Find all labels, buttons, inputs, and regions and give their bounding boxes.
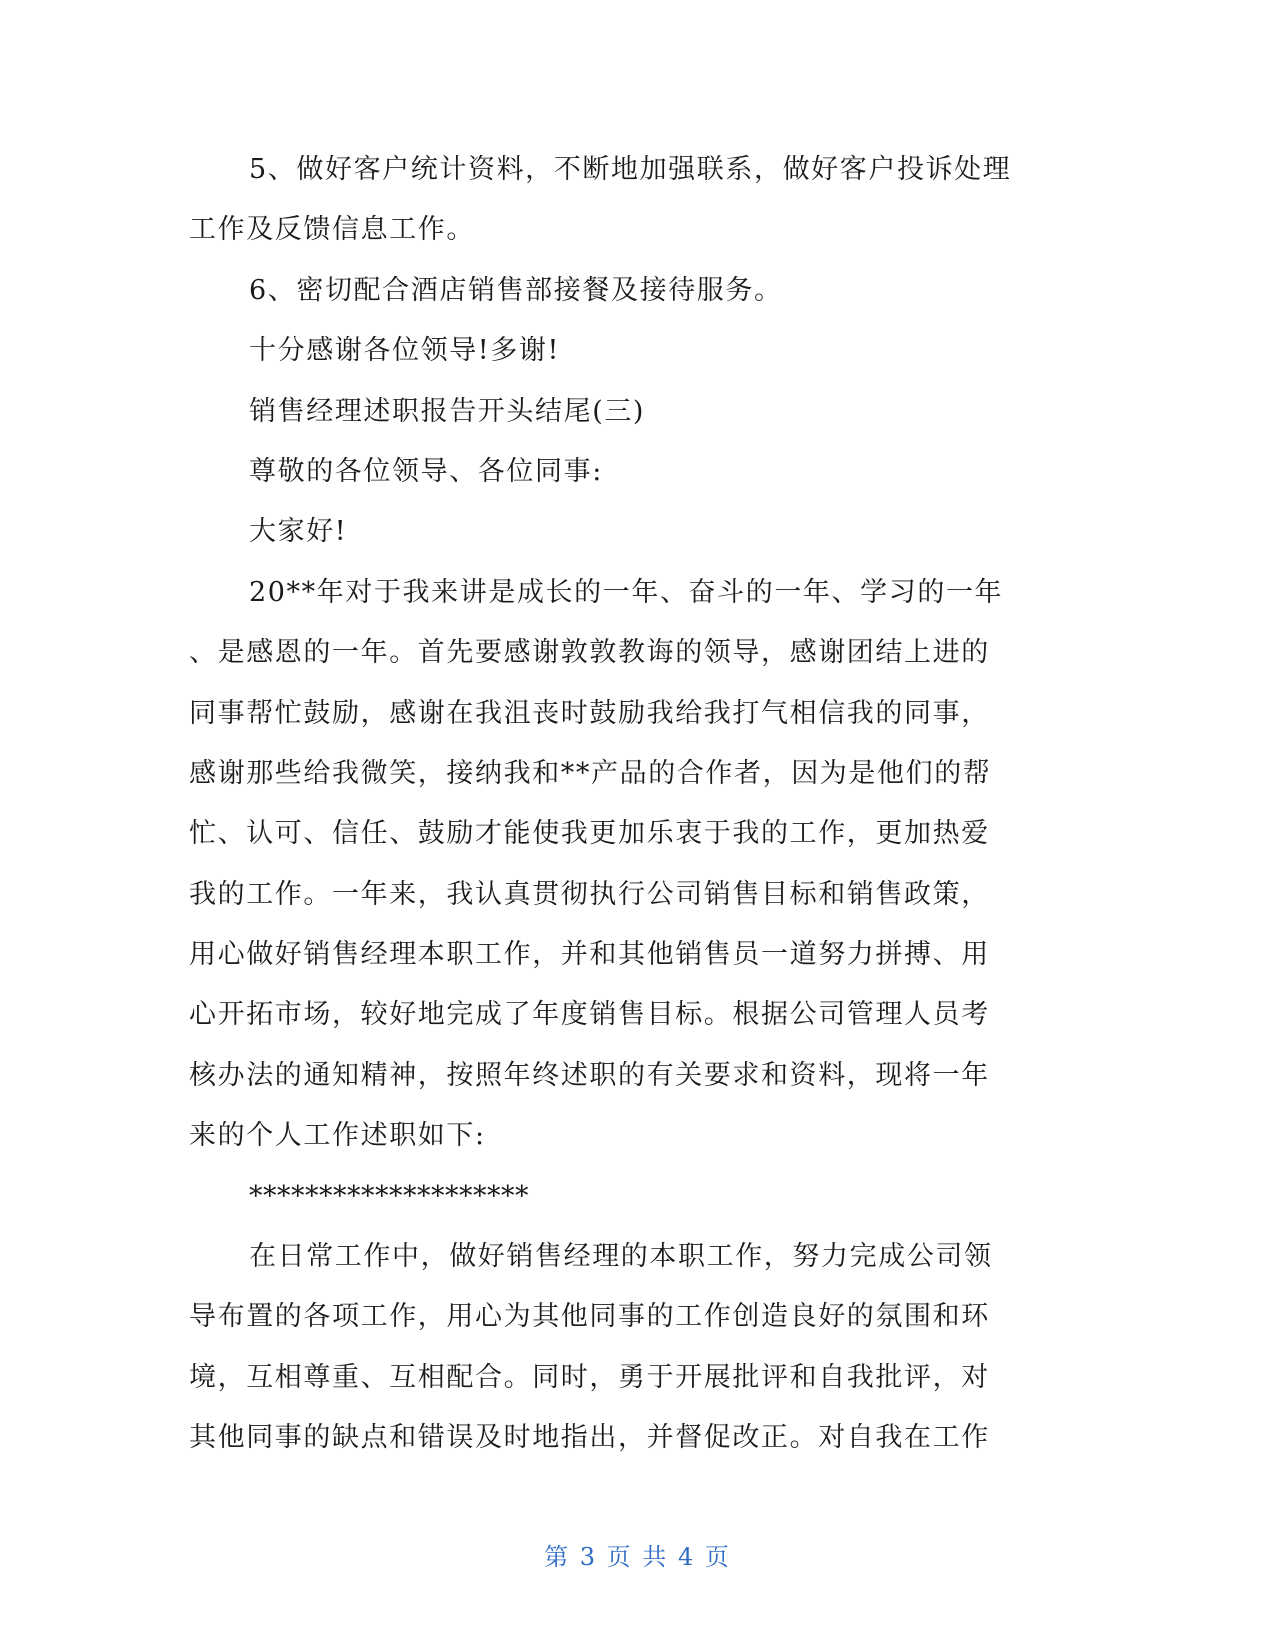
paragraph-line: 6、密切配合酒店销售部接餐及接待服务。 [249, 274, 783, 306]
paragraph-line: 同事帮忙鼓励，感谢在我沮丧时鼓励我给我打气相信我的同事， [189, 697, 990, 729]
paragraph-line: 工作及反馈信息工作。 [189, 214, 475, 246]
paragraph-line: 其他同事的缺点和错误及时地指出，并督促改正。对自我在工作 [189, 1422, 990, 1454]
paragraph-line: 5、做好客户统计资料，不断地加强联系，做好客户投诉处理 [249, 154, 1012, 185]
paragraph-line: 导布置的各项工作，用心为其他同事的工作创造良好的氛围和环 [189, 1301, 990, 1333]
paragraph-line: 用心做好销售经理本职工作，并和其他销售员一道努力拼搏、用 [189, 939, 990, 971]
paragraph-line: 心开拓市场，较好地完成了年度销售目标。根据公司管理人员考 [189, 999, 990, 1031]
paragraph-line: 十分感谢各位领导!多谢! [249, 335, 560, 367]
paragraph-line: 、是感恩的一年。首先要感谢敦敦教诲的领导，感谢团结上进的 [189, 637, 990, 669]
paragraph-line: 感谢那些给我微笑，接纳我和**产品的合作者，因为是他们的帮 [189, 757, 992, 789]
paragraph-line: 境，互相尊重、互相配合。同时，勇于开展批评和自我批评，对 [189, 1361, 990, 1393]
page-footer: 第 3 页 共 4 页 [544, 1543, 731, 1571]
separator-stars: ******************** [249, 1180, 529, 1212]
paragraph-line: 20**年对于我来讲是成长的一年、奋斗的一年、学习的一年 [249, 576, 1004, 608]
greeting: 大家好! [249, 516, 348, 548]
paragraph-line: 忙、认可、信任、鼓励才能使我更加乐衷于我的工作，更加热爱 [189, 818, 990, 850]
paragraph-line: 在日常工作中，做好销售经理的本职工作，努力完成公司领 [249, 1241, 993, 1273]
paragraph-line: 来的个人工作述职如下: [189, 1120, 486, 1152]
paragraph-line: 核办法的通知精神，按照年终述职的有关要求和资料，现将一年 [189, 1059, 990, 1091]
section-heading: 销售经理述职报告开头结尾(三) [249, 395, 646, 427]
body-text [189, 140, 1069, 1469]
salutation: 尊敬的各位领导、各位同事: [249, 455, 603, 487]
paragraph-line: 我的工作。一年来，我认真贯彻执行公司销售目标和销售政策， [189, 878, 990, 910]
